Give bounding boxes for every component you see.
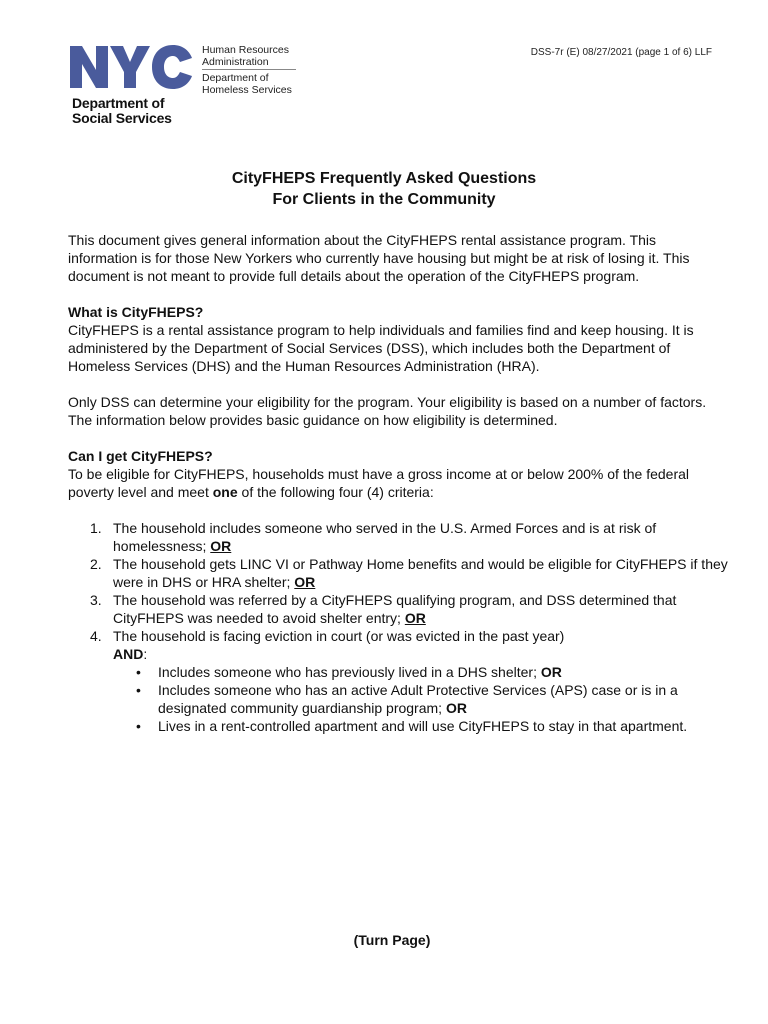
subcriteria-conjunction: OR [445,700,467,716]
subcriteria-item [68,717,728,735]
subcriteria-text: Includes someone who has previously lived in a DHS shelter; [158,664,541,680]
criteria-item [68,519,728,555]
criteria-intro-paragraph [68,465,728,501]
eligibility-paragraph: Only DSS can determine your eligibility for the program. Your eligibility is based on a number of factors. The information below provides basic guidance on how eligibility is determined. [68,394,707,428]
criteria-conjunction: OR [210,538,232,554]
bullet-icon: • [136,664,141,680]
subcriteria-item [68,681,728,717]
document-title: CityFHEPS Frequently Asked Questions [231,170,537,187]
dss-name-line2: Social Services [72,110,172,126]
criteria-number: 2. [90,556,102,572]
dss-name [72,96,172,126]
and-colon: : [143,646,148,662]
criteria-text: The household was referred by a CityFHEPS qualifying program, and DSS determined that CityFHEPS was needed to avoid shelter entry; [113,592,677,626]
criteria-number: 1. [90,520,102,536]
criteria-item [68,627,728,645]
nyc-dss-logo [68,42,308,132]
criteria-text: The household gets LINC VI or Pathway Home benefits and would be eligible for CityFHEPS if they were in DHS or HRA shelter; [113,556,728,590]
criteria-text: The household is facing eviction in court (or was evicted in the past year) [113,628,565,644]
criteria-number: 4. [90,628,102,644]
subcriteria-item [68,663,728,681]
criteria-text: The household includes someone who served in the U.S. Armed Forces and is at risk of homelessness; [113,520,657,554]
intro-paragraph: This document gives general information about the CityFHEPS rental assistance program. This information is for those New Yorkers who currently have housing but might be at risk of losing it. This document is not meant to provide full details about the operation of the CityFHEPS program. [68,232,690,284]
bullet-icon: • [136,718,141,734]
criteria-intro-emphasis: one [212,484,238,500]
criteria-intro-tail: of the following four (4) criteria: [237,484,434,500]
criteria-item [68,555,728,591]
criteria-intro-text: To be eligible for CityFHEPS, households must have a gross income at or below 200% of the federal poverty level and meet [68,466,689,500]
criteria-item [68,591,728,627]
dhs-label: Department of Homeless Services [202,72,292,96]
criteria-number: 3. [90,592,102,608]
hra-label: Human Resources Administration [202,44,289,68]
agency-divider [202,69,296,70]
and-label: AND [113,646,144,662]
turn-page-label: (Turn Page) [353,932,431,948]
subcriteria-text: Lives in a rent-controlled apartment and will use CityFHEPS to stay in that apartment. [158,718,688,734]
subcriteria-text: Includes someone who has an active Adult Protective Services (APS) case or is in a designated community guardianship program; [158,682,678,716]
bullet-icon: • [136,682,141,698]
criteria-conjunction: OR [294,574,316,590]
subcriteria-conjunction: OR [540,664,562,680]
what-is-paragraph: CityFHEPS is a rental assistance program to help individuals and families find and keep housing. It is administered by the Department of Social Services (DSS), which includes both the Department of Homeless Services (DHS) and the Human Resources Administration (HRA). [68,322,694,374]
document-subtitle: For Clients in the Community [272,191,496,208]
and-line [68,645,728,663]
nyc-logo-icon [68,42,196,90]
section-heading-what-is: What is CityFHEPS? [68,304,204,320]
dss-name-line1: Department of [72,95,165,111]
criteria-list [68,519,728,735]
criteria-conjunction: OR [404,610,426,626]
section-heading-can-i-get: Can I get CityFHEPS? [68,448,213,464]
form-id: DSS-7r (E) 08/27/2021 (page 1 of 6) LLF [530,47,712,58]
document-body [68,231,728,735]
